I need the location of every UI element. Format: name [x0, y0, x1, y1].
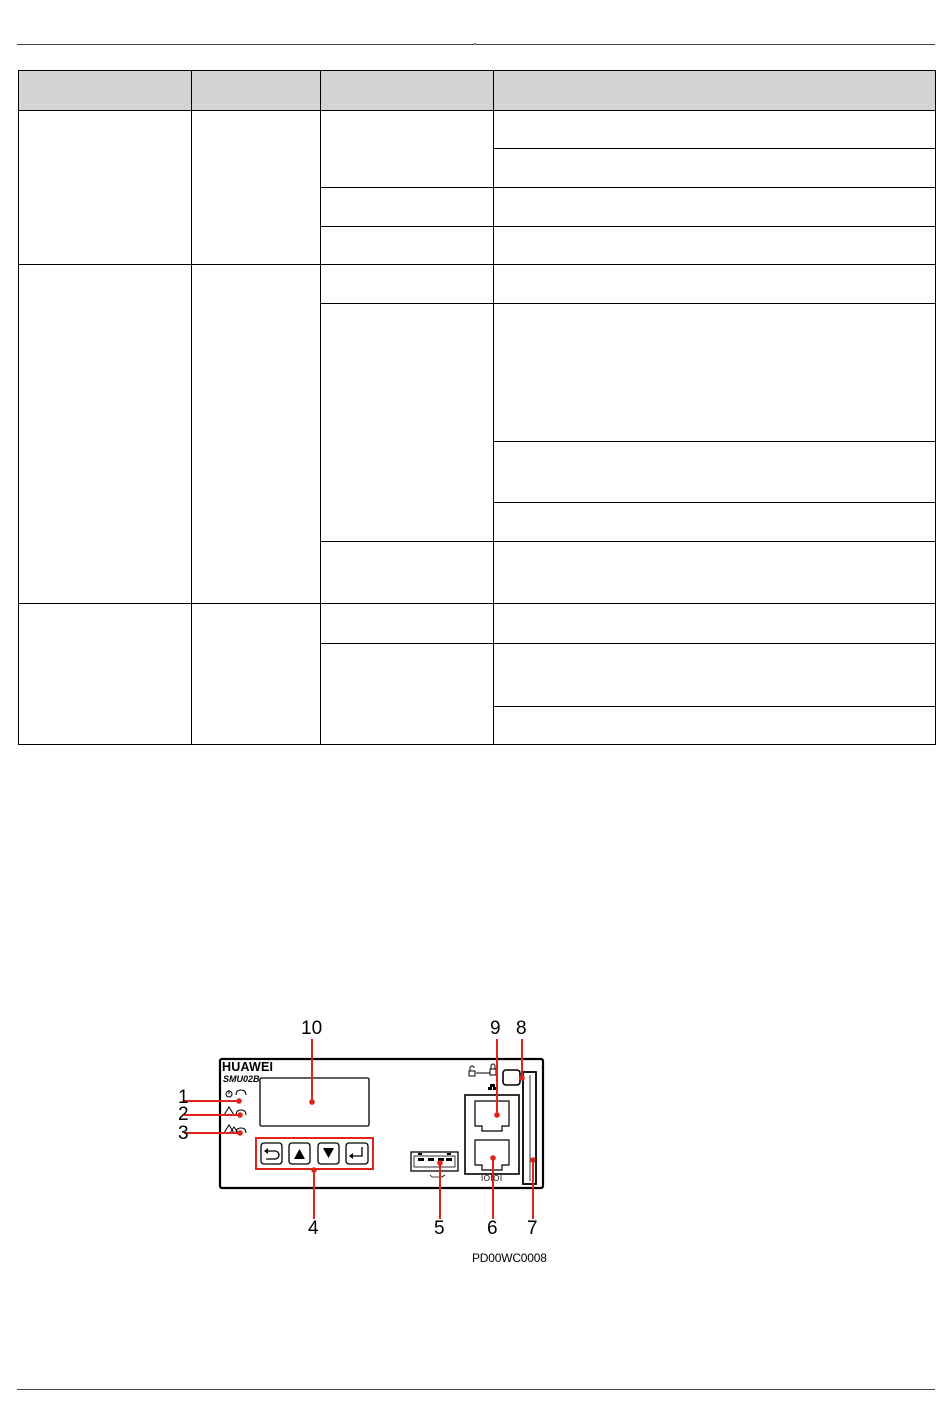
brand-label: HUAWEI	[222, 1060, 274, 1074]
table-cell	[321, 265, 494, 304]
table-header-cell	[321, 71, 494, 111]
table-header-row	[19, 71, 936, 111]
latch	[503, 1070, 520, 1085]
table-cell	[494, 227, 936, 265]
table-cell	[321, 227, 494, 265]
down-key-icon	[318, 1143, 339, 1164]
table-cell	[494, 503, 936, 542]
table-cell	[494, 542, 936, 604]
callout-9: 9	[490, 1018, 501, 1039]
rj45-port-top-icon	[475, 1101, 509, 1131]
port-label: IOIOI	[481, 1174, 503, 1183]
table-cell	[192, 265, 321, 604]
callout-4: 4	[308, 1218, 319, 1239]
table-cell	[494, 265, 936, 304]
page-header-rule	[17, 44, 935, 45]
table-cell	[494, 304, 936, 442]
up-key-icon	[289, 1143, 310, 1164]
figure-code: PD00WC0008	[472, 1251, 547, 1265]
table-cell	[494, 188, 936, 227]
table-header-cell	[494, 71, 936, 111]
callout-5: 5	[434, 1218, 445, 1239]
table-cell	[494, 707, 936, 745]
callout-2: 2	[178, 1104, 189, 1125]
table-cell	[321, 188, 494, 227]
table-row	[19, 111, 936, 149]
callout-8: 8	[516, 1018, 527, 1039]
callout-6: 6	[487, 1218, 498, 1239]
page-header-mark	[474, 43, 476, 45]
panel-drawing	[160, 1015, 560, 1265]
table-cell	[321, 604, 494, 644]
callout-3: 3	[178, 1123, 189, 1144]
handle	[523, 1072, 536, 1184]
table-row	[19, 265, 936, 304]
table-cell	[19, 265, 192, 604]
smu-panel-figure	[160, 1015, 560, 1265]
table-header-cell	[192, 71, 321, 111]
callout-10: 10	[301, 1018, 323, 1039]
table-cell	[321, 111, 494, 188]
callout-1: 1	[178, 1087, 189, 1108]
table-cell	[494, 604, 936, 644]
indicator-description-table	[18, 70, 936, 745]
table-cell	[321, 304, 494, 542]
model-label: SMU02B	[223, 1074, 260, 1084]
escape-key-icon	[261, 1143, 282, 1164]
enter-key-icon	[346, 1143, 368, 1164]
table-cell	[494, 149, 936, 188]
table-cell	[19, 111, 192, 265]
callout-7: 7	[527, 1218, 538, 1239]
table-header-cell	[19, 71, 192, 111]
table-cell	[494, 644, 936, 707]
table-cell	[321, 542, 494, 604]
table-cell	[192, 604, 321, 745]
table-cell	[321, 644, 494, 745]
table-row	[19, 604, 936, 644]
table-cell	[494, 442, 936, 503]
table-cell	[192, 111, 321, 265]
page-footer-rule	[17, 1389, 935, 1390]
table-cell	[494, 111, 936, 149]
table-cell	[19, 604, 192, 745]
